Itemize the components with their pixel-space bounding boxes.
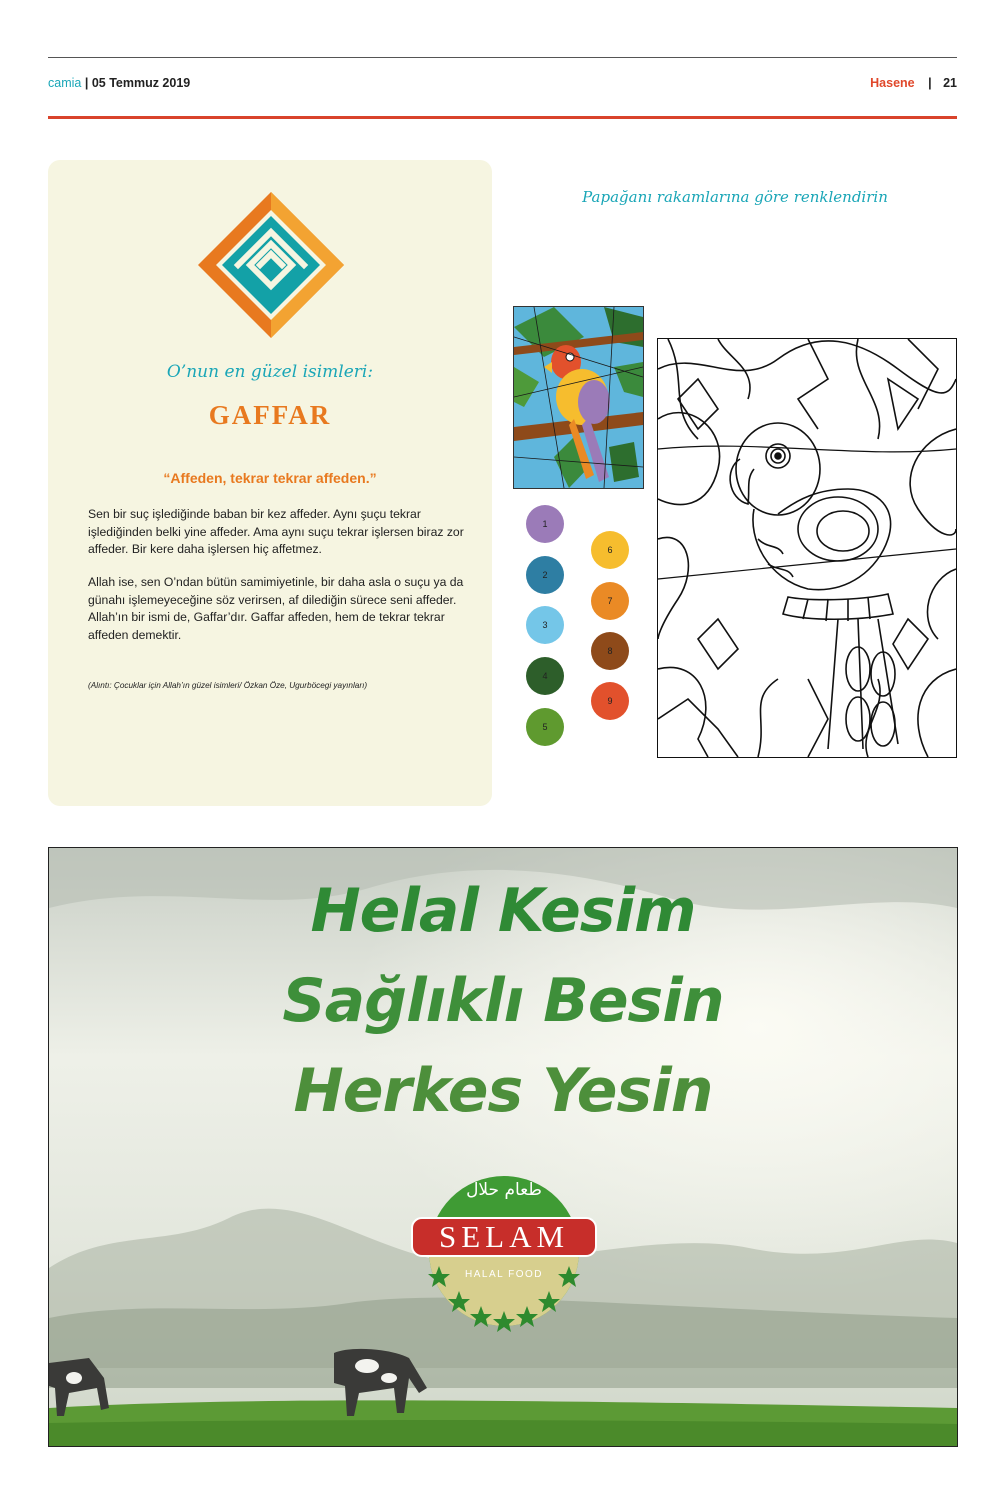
- section-name: Hasene: [870, 76, 915, 90]
- color-swatch-9: 9: [591, 682, 629, 720]
- header-left: camia | 05 Temmuz 2019: [48, 76, 191, 90]
- selam-logo: [409, 1166, 599, 1336]
- color-swatch-4: 4: [526, 657, 564, 695]
- header-right: Hasene | 21: [870, 76, 957, 90]
- article-paragraph-1: Sen bir suç işlediğinde baban bir kez affeder. Aynı şuçu tekrar işlediğinden belki yine affeder. Ama aynı suçu tekrar işlersen biraz zor affeder. Bir kere daha işlersen hiç affetmez.: [88, 507, 464, 556]
- article-paragraph-2: Allah ise, sen O’ndan bütün samimiyetinle, bir daha asla o suçu ya da günahı işlemeyeceğine söz verirsen, af dilediğin sürece seni affeder. Allah’ın bir ismi de, Gaffar’dır. Gaffar affeden, hem de tekrar tekrar affeden demektir.: [88, 575, 464, 642]
- ad-headline-line-3: Herkes Yesin: [293, 1056, 713, 1126]
- colored-parrot-thumbnail: [513, 306, 644, 489]
- article-subtitle: O’nun en güzel isimleri:: [166, 362, 374, 382]
- top-rule: [48, 57, 957, 58]
- calligraphy-diamond-icon: [198, 192, 344, 338]
- color-swatch-7: 7: [591, 582, 629, 620]
- color-swatch-6: 6: [591, 531, 629, 569]
- header-rule: [48, 116, 957, 119]
- logo-brand-text: SELAM: [438, 1219, 570, 1254]
- name-meaning: “Affeden, tekrar tekrar affeden.”: [163, 470, 377, 486]
- color-swatch-2: 2: [526, 556, 564, 594]
- selam-advertisement: [48, 847, 958, 1447]
- color-swatch-1: 1: [526, 505, 564, 543]
- color-swatch-8: 8: [591, 632, 629, 670]
- issue-date: 05 Temmuz 2019: [91, 76, 191, 90]
- parrot-line-art-image: [657, 338, 957, 758]
- ad-headline-line-1: Helal Kesim: [310, 876, 696, 946]
- page-number: 21: [943, 76, 957, 90]
- color-swatch-5: 5: [526, 708, 564, 746]
- coloring-title: Papağanı rakamlarına göre renklendirin: [582, 188, 888, 206]
- ad-headline-line-2: Sağlıklı Besin: [282, 966, 724, 1036]
- color-swatch-3: 3: [526, 606, 564, 644]
- divine-name-title: GAFFAR: [208, 400, 332, 430]
- logo-arabic-text: طعام حلال: [466, 1180, 542, 1200]
- publication-name: camia: [48, 76, 82, 90]
- logo-tagline: HALAL FOOD: [465, 1269, 543, 1280]
- article-citation: (Alıntı: Çocuklar için Allah’ın güzel isimleri/ Özkan Öze, Ugurböcegi yayınları): [88, 681, 368, 690]
